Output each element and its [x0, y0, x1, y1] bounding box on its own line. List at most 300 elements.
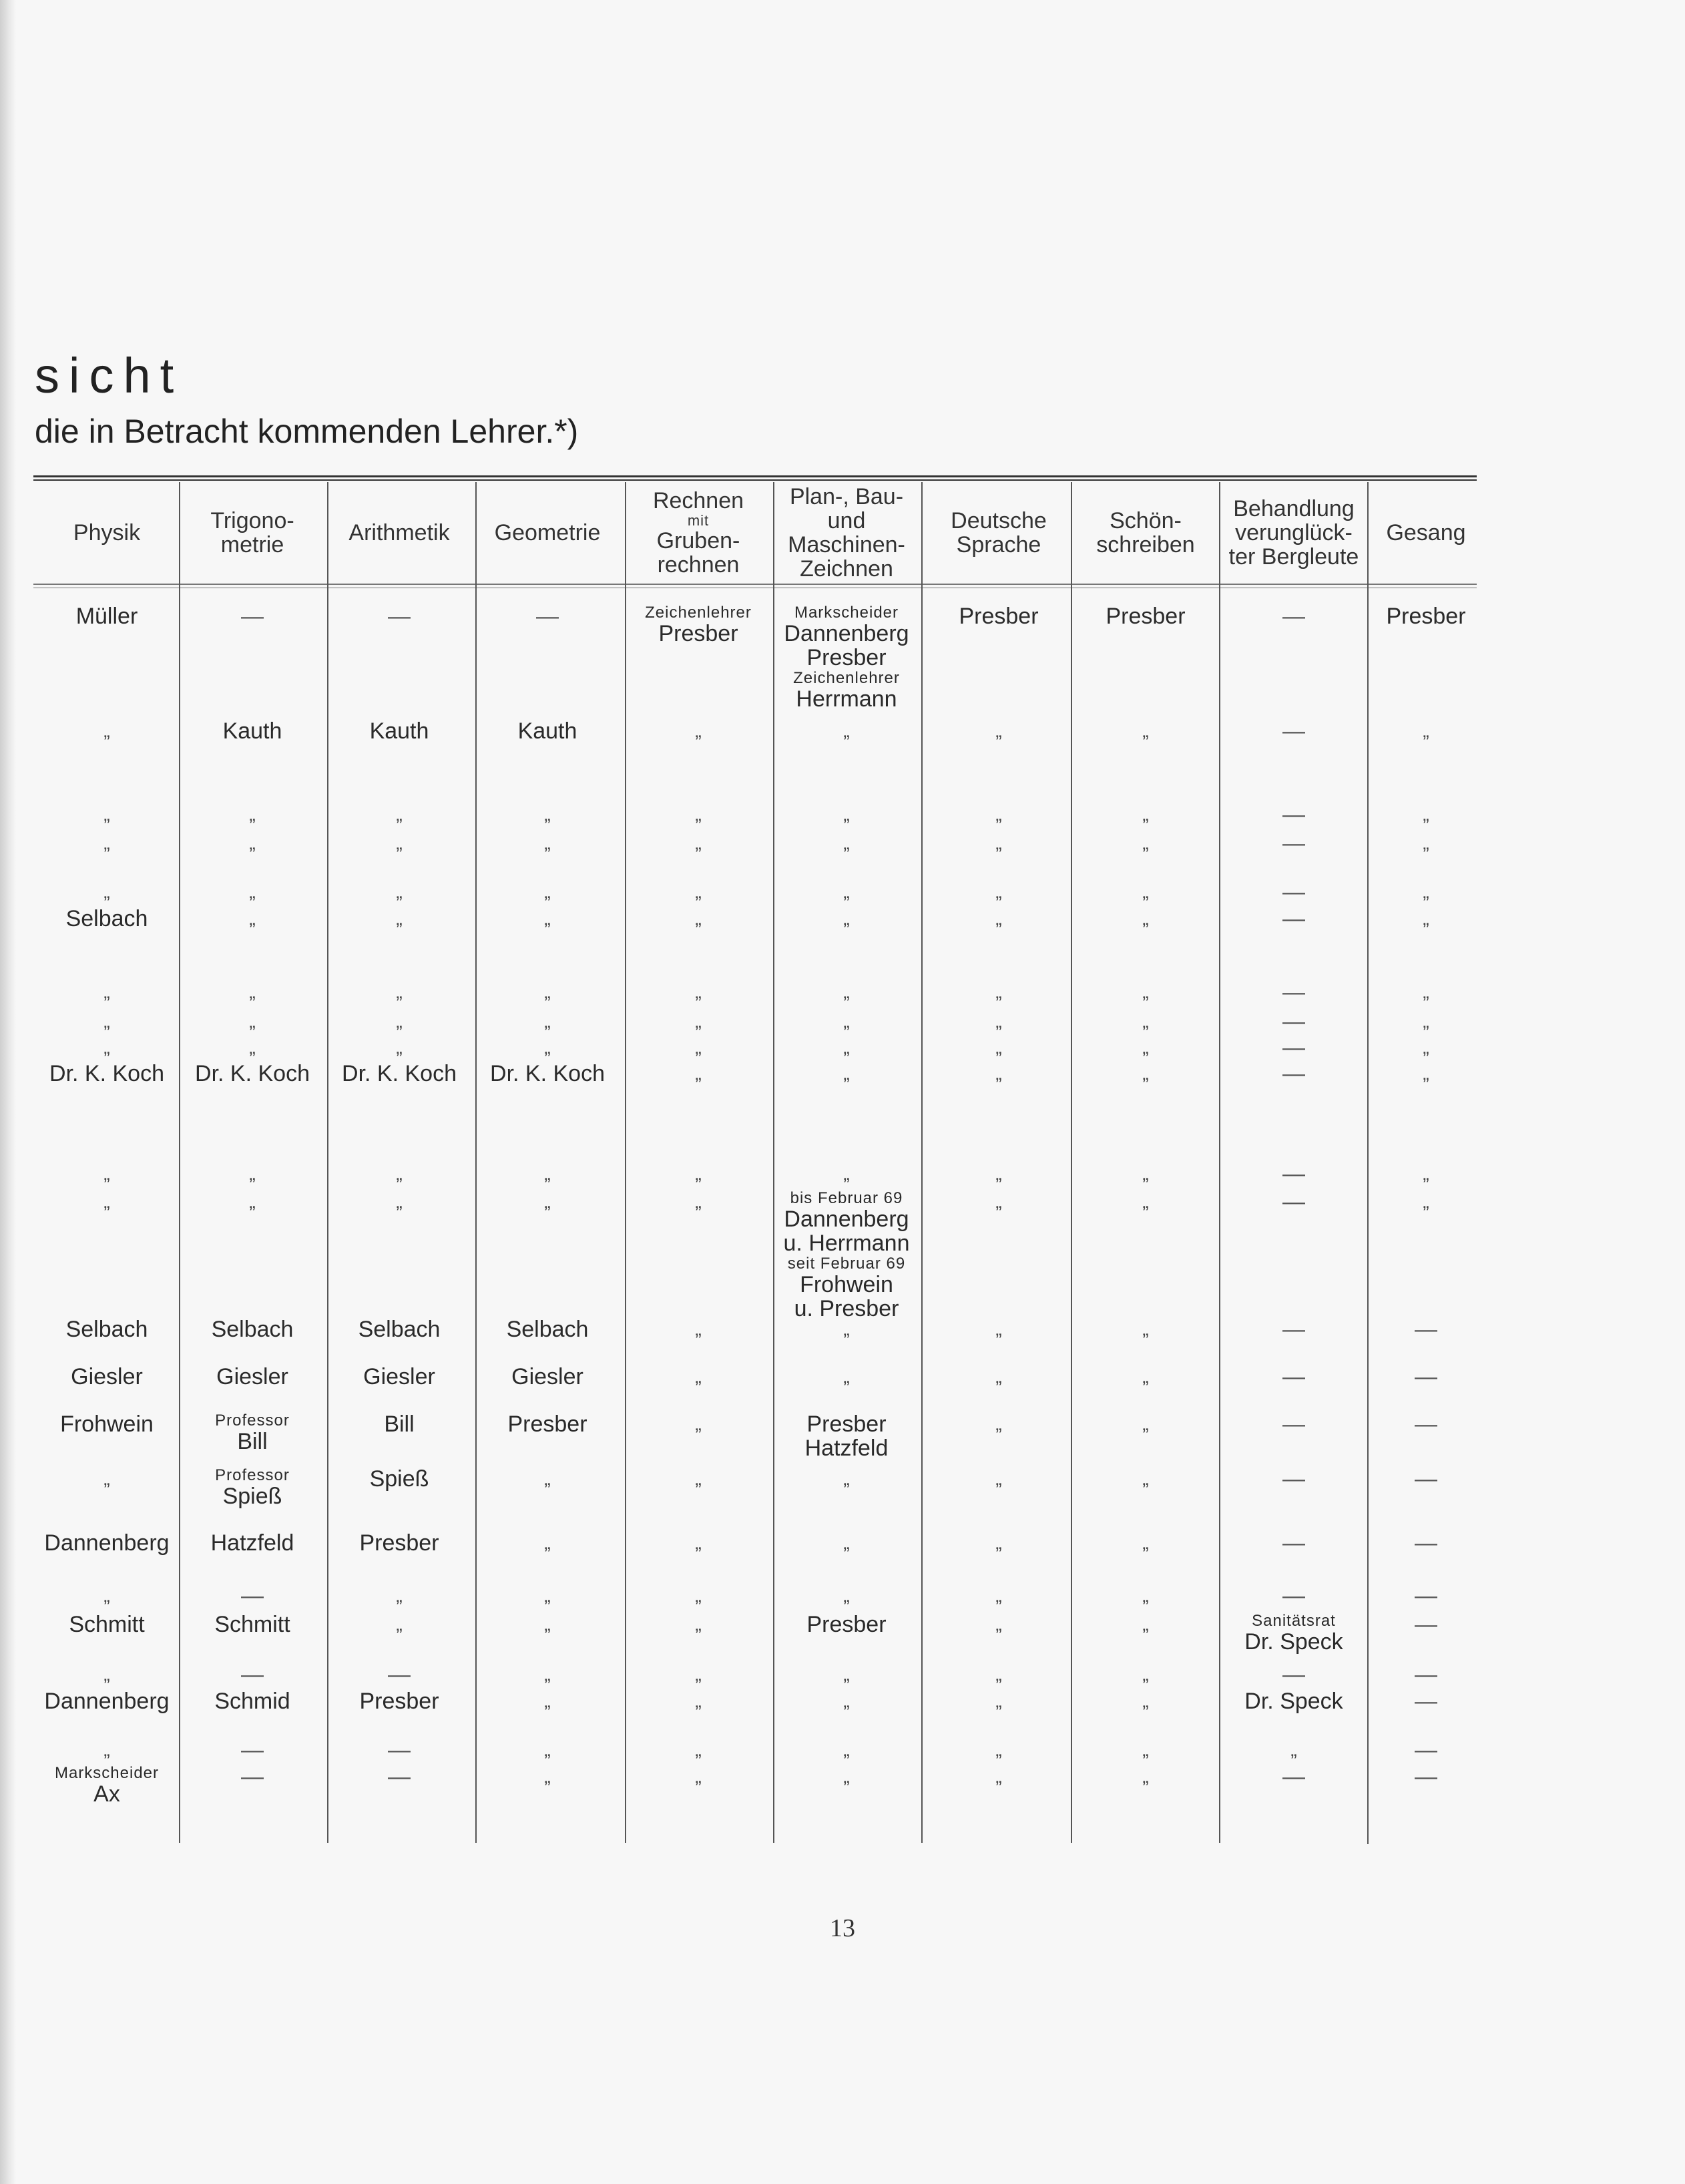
table-cell	[925, 1365, 1073, 1389]
ditto-mark: „	[103, 720, 110, 741]
ditto-mark: „	[843, 1319, 850, 1339]
ditto-mark: „	[1423, 720, 1429, 741]
table-cell	[179, 1738, 326, 1762]
table-cell	[624, 1412, 772, 1436]
header-line: Rechnen	[652, 488, 744, 513]
table-cell	[179, 719, 326, 743]
table-cell	[33, 1467, 180, 1491]
table-cell	[1220, 880, 1368, 904]
table-cell	[473, 1663, 622, 1687]
table-cell	[325, 719, 473, 743]
table-cell	[1220, 1738, 1368, 1762]
ditto-mark: „	[1142, 1163, 1149, 1184]
table-cell	[1220, 719, 1368, 743]
table-cell	[1369, 1036, 1483, 1060]
table-cell	[1220, 1612, 1368, 1654]
empty-dash: —	[1282, 1662, 1305, 1687]
ditto-mark: „	[396, 1614, 403, 1634]
ditto-mark: „	[843, 1585, 850, 1606]
ditto-mark: „	[396, 908, 403, 929]
table-cell	[473, 880, 622, 904]
table-cell	[925, 1531, 1073, 1555]
page-binding-gutter	[0, 0, 16, 2184]
table-cell	[624, 604, 772, 646]
ditto-mark: „	[249, 1163, 256, 1184]
ditto-mark: „	[1423, 1011, 1429, 1032]
empty-dash: —	[1282, 1009, 1305, 1034]
ditto-mark: „	[544, 1585, 551, 1606]
ditto-mark: „	[1142, 1614, 1149, 1634]
table-cell	[473, 719, 622, 743]
table-cell	[772, 1010, 921, 1034]
table-cell	[772, 1584, 921, 1608]
table-cell	[925, 1010, 1073, 1034]
table-cell	[1220, 1190, 1368, 1214]
table-cell	[325, 1584, 473, 1608]
ditto-mark: „	[1142, 881, 1149, 902]
table-cell	[179, 980, 326, 1004]
ditto-mark: „	[1423, 981, 1429, 1002]
ditto-mark: „	[695, 1664, 702, 1685]
table-cell	[325, 980, 473, 1004]
teacher-name: Selbach	[65, 1317, 148, 1342]
ditto-mark: „	[249, 833, 256, 853]
empty-dash: —	[1415, 1689, 1437, 1714]
table-cell	[179, 907, 326, 931]
table-cell	[772, 1036, 921, 1060]
page-number: 13	[830, 1914, 855, 1942]
ditto-mark: „	[1142, 1011, 1149, 1032]
ditto-mark: „	[1142, 1413, 1149, 1434]
table-cell	[624, 1663, 772, 1687]
table-cell	[1071, 604, 1220, 628]
empty-dash: —	[1415, 1612, 1437, 1637]
ditto-mark: „	[843, 1664, 850, 1685]
table-cell	[473, 1190, 622, 1214]
empty-dash: —	[1282, 1364, 1305, 1389]
teacher-name: u. Herrmann	[783, 1231, 910, 1256]
ditto-mark: „	[249, 881, 256, 902]
table-cell	[33, 880, 180, 904]
ditto-mark: „	[695, 981, 702, 1002]
ditto-mark: „	[103, 1191, 110, 1212]
ditto-mark: „	[544, 1691, 551, 1711]
table-cell	[925, 1663, 1073, 1687]
ditto-mark: „	[1142, 1766, 1149, 1787]
empty-dash: —	[1415, 1411, 1437, 1437]
table-cell	[925, 831, 1073, 855]
ditto-mark: „	[1142, 720, 1149, 741]
ditto-mark: „	[995, 804, 1002, 825]
header-line: Plan-, Bau-	[789, 484, 904, 509]
table-cell	[624, 1612, 772, 1636]
teacher-name: Kauth	[517, 718, 577, 744]
ditto-mark: „	[995, 1037, 1002, 1058]
teacher-name: Bill	[237, 1429, 268, 1454]
ditto-mark: „	[1142, 833, 1149, 853]
header-physik	[33, 483, 180, 582]
page-subheading: die in Betracht kommenden Lehrer.*)	[35, 413, 579, 450]
empty-dash: —	[241, 1764, 264, 1789]
ditto-mark: „	[695, 1766, 702, 1787]
table-cell	[1071, 1765, 1220, 1789]
empty-dash: —	[388, 1737, 411, 1763]
empty-dash: —	[1282, 1530, 1305, 1556]
table-cell	[1220, 980, 1368, 1004]
ditto-mark: „	[1142, 1191, 1149, 1212]
ditto-mark: „	[1423, 881, 1429, 902]
empty-dash: —	[1415, 1583, 1437, 1608]
ditto-mark: „	[1423, 1163, 1429, 1184]
ditto-mark: „	[544, 908, 551, 929]
ditto-mark: „	[995, 1585, 1002, 1606]
ditto-mark: „	[995, 1664, 1002, 1685]
ditto-mark: „	[843, 1063, 850, 1084]
header-line: Gruben-	[656, 528, 740, 554]
ditto-mark: „	[249, 804, 256, 825]
table-cell	[473, 1412, 622, 1436]
ditto-mark: „	[695, 1614, 702, 1634]
cell-label: Professor	[215, 1411, 290, 1430]
teacher-name: Selbach	[506, 1317, 589, 1342]
header-trig	[179, 483, 326, 582]
empty-dash: —	[241, 1662, 264, 1687]
header-line: Schön-	[1110, 508, 1182, 533]
table-cell	[1369, 1531, 1483, 1555]
teacher-name: Dr. K. Koch	[49, 1061, 164, 1086]
cell-label: Zeichenlehrer	[645, 604, 752, 622]
table-cell	[1369, 880, 1483, 904]
ditto-mark: „	[843, 908, 850, 929]
table-cell	[1369, 1738, 1483, 1762]
table-cell	[925, 719, 1073, 743]
cell-label: Zeichenlehrer	[793, 669, 900, 687]
teacher-name: Dr. K. Koch	[490, 1061, 605, 1086]
table-cell	[325, 1062, 473, 1086]
header-line: rechnen	[657, 552, 740, 578]
ditto-mark: „	[396, 1585, 403, 1606]
table-cell	[179, 831, 326, 855]
table-cell	[325, 1765, 473, 1789]
table-cell	[179, 1317, 326, 1341]
table-cell	[624, 1010, 772, 1034]
table-cell	[33, 1365, 180, 1389]
table-cell	[624, 719, 772, 743]
table-cell	[624, 1738, 772, 1762]
table-cell	[473, 831, 622, 855]
header-line: Geometrie	[494, 520, 601, 545]
empty-dash: —	[388, 1662, 411, 1687]
ditto-mark: „	[396, 833, 403, 853]
empty-dash: —	[1282, 879, 1305, 905]
ditto-mark: „	[1423, 833, 1429, 853]
teacher-name: Ax	[93, 1781, 120, 1807]
table-cell	[1071, 719, 1220, 743]
table-cell	[772, 1689, 921, 1713]
table-cell	[772, 1412, 921, 1460]
ditto-mark: „	[843, 1037, 850, 1058]
table-cell	[1369, 1467, 1483, 1491]
table-cell	[1071, 880, 1220, 904]
table-cell	[473, 1036, 622, 1060]
table-cell	[624, 1584, 772, 1608]
empty-dash: —	[241, 1583, 264, 1608]
ditto-mark: „	[544, 881, 551, 902]
table-cell	[473, 1365, 622, 1389]
table-cell	[179, 1010, 326, 1034]
empty-dash: —	[1282, 1411, 1305, 1437]
table-cell	[1369, 1062, 1483, 1086]
ditto-mark: „	[544, 1037, 551, 1058]
ditto-mark: „	[995, 833, 1002, 853]
table-cell	[772, 831, 921, 855]
ditto-mark: „	[1142, 908, 1149, 929]
empty-dash: —	[1282, 1317, 1305, 1342]
table-cell	[624, 1036, 772, 1060]
table-cell	[772, 719, 921, 743]
ditto-mark: „	[695, 1037, 702, 1058]
table-cell	[325, 1010, 473, 1034]
table-cell	[325, 1412, 473, 1436]
header-line: metrie	[220, 532, 284, 558]
header-arith	[325, 483, 473, 582]
ditto-mark: „	[695, 1691, 702, 1711]
teacher-name: Dr. K. Koch	[342, 1061, 457, 1086]
table-cell	[624, 880, 772, 904]
table-cell	[772, 1612, 921, 1636]
header-line: Deutsche	[951, 508, 1047, 533]
table-cell	[1220, 1162, 1368, 1186]
table-cell	[1369, 1612, 1483, 1636]
table-cell	[179, 604, 326, 628]
table-cell	[1220, 803, 1368, 827]
ditto-mark: „	[995, 720, 1002, 741]
table-cell	[925, 1317, 1073, 1341]
ditto-mark: „	[103, 1011, 110, 1032]
empty-dash: —	[1415, 1764, 1437, 1789]
ditto-mark: „	[995, 1532, 1002, 1553]
ditto-mark: „	[544, 1766, 551, 1787]
ditto-mark: „	[995, 981, 1002, 1002]
table-cell	[624, 831, 772, 855]
table-cell	[473, 604, 622, 628]
table-cell	[1071, 1467, 1220, 1491]
table-cell	[473, 1062, 622, 1086]
cell-label: Markscheider	[794, 604, 899, 622]
table-cell	[325, 1663, 473, 1687]
ditto-mark: „	[695, 1163, 702, 1184]
ditto-mark: „	[103, 1664, 110, 1685]
ditto-mark: „	[843, 1011, 850, 1032]
table-cell	[33, 1162, 180, 1186]
teacher-name: Dannenberg	[44, 1689, 170, 1714]
table-cell	[1369, 1689, 1483, 1713]
table-cell	[624, 907, 772, 931]
table-cell	[1071, 1365, 1220, 1389]
table-cell	[925, 1584, 1073, 1608]
table-cell	[1220, 1412, 1368, 1436]
table-cell	[1220, 907, 1368, 931]
empty-dash: —	[1282, 831, 1305, 856]
table-cell	[33, 803, 180, 827]
table-cell	[925, 1162, 1073, 1186]
ditto-mark: „	[103, 981, 110, 1002]
table-cell	[473, 1765, 622, 1789]
ditto-mark: „	[1142, 981, 1149, 1002]
table-cell	[473, 1738, 622, 1762]
table-cell	[33, 1689, 180, 1713]
table-cell	[925, 1467, 1073, 1491]
header-line: verunglück-	[1235, 520, 1353, 545]
ditto-mark: „	[843, 1468, 850, 1489]
table-cell	[1369, 907, 1483, 931]
table-cell	[1220, 1365, 1368, 1389]
table-cell	[325, 1162, 473, 1186]
table-cell	[925, 1689, 1073, 1713]
table-cell	[1071, 980, 1220, 1004]
table-cell	[179, 1062, 326, 1086]
table-cell	[925, 1612, 1073, 1636]
empty-dash: —	[1282, 1035, 1305, 1060]
table-cell	[1071, 831, 1220, 855]
teacher-name: u. Presber	[794, 1296, 899, 1321]
ditto-mark: „	[249, 1037, 256, 1058]
table-cell	[1369, 1663, 1483, 1687]
table-cell	[925, 1738, 1073, 1762]
table-cell	[772, 1531, 921, 1555]
table-cell	[1220, 1531, 1368, 1555]
table-cell	[925, 803, 1073, 827]
ditto-mark: „	[1142, 1468, 1149, 1489]
header-plan	[772, 483, 921, 582]
table-cell	[624, 1162, 772, 1186]
table-cell	[33, 980, 180, 1004]
teacher-name: Presber	[806, 645, 887, 670]
ditto-mark: „	[695, 720, 702, 741]
table-cell	[325, 803, 473, 827]
ditto-mark: „	[995, 1191, 1002, 1212]
header-line: ter Bergleute	[1228, 544, 1359, 570]
ditto-mark: „	[544, 1664, 551, 1685]
ditto-mark: „	[843, 981, 850, 1002]
table-cell	[1369, 1365, 1483, 1389]
table-cell	[1071, 1036, 1220, 1060]
table-cell	[1369, 1412, 1483, 1436]
ditto-mark: „	[695, 881, 702, 902]
table-cell	[624, 1365, 772, 1389]
teacher-name: Giesler	[363, 1364, 435, 1389]
table-cell	[473, 1010, 622, 1034]
teacher-name: Frohwein	[60, 1411, 154, 1437]
table-cell	[33, 907, 180, 931]
ditto-mark: „	[103, 1739, 110, 1760]
table-cell	[1220, 1036, 1368, 1060]
table-cell	[1369, 1317, 1483, 1341]
ditto-mark: „	[396, 1163, 403, 1184]
ditto-mark: „	[249, 908, 256, 929]
table-cell	[33, 1531, 180, 1555]
teacher-name: Selbach	[65, 906, 148, 931]
empty-dash: —	[1282, 604, 1305, 629]
column-divider	[921, 482, 923, 1843]
top-rule-thin	[33, 479, 1477, 481]
ditto-mark: „	[396, 881, 403, 902]
ditto-mark: „	[103, 1585, 110, 1606]
ditto-mark: „	[1142, 1063, 1149, 1084]
table-cell	[1369, 1584, 1483, 1608]
header-line: Gesang	[1386, 520, 1466, 545]
table-cell	[33, 1412, 180, 1436]
header-geom	[473, 483, 622, 582]
ditto-mark: „	[995, 1691, 1002, 1711]
table-cell	[325, 1612, 473, 1636]
table-cell	[325, 1467, 473, 1491]
header-line: Physik	[73, 520, 141, 545]
cell-label: seit Februar 69	[787, 1255, 906, 1273]
header-rule	[33, 584, 1477, 585]
empty-dash: —	[1282, 1189, 1305, 1215]
header-line: Behandlung	[1233, 496, 1355, 521]
teacher-name: Dr. K. Koch	[195, 1061, 310, 1086]
teacher-name: Spieß	[222, 1484, 282, 1509]
header-gesang	[1369, 483, 1483, 582]
teacher-name: Presber	[959, 604, 1039, 629]
table-cell	[473, 1162, 622, 1186]
teacher-name: Schmitt	[214, 1612, 290, 1637]
teacher-name: Spieß	[369, 1466, 429, 1492]
ditto-mark: „	[995, 1366, 1002, 1387]
ditto-mark: „	[695, 833, 702, 853]
empty-dash: —	[241, 1737, 264, 1763]
ditto-mark: „	[1142, 1037, 1149, 1058]
teacher-name: Presber	[359, 1689, 439, 1714]
table-cell	[33, 1738, 180, 1762]
ditto-mark: „	[1423, 1191, 1429, 1212]
ditto-mark: „	[1423, 908, 1429, 929]
empty-dash: —	[1415, 1662, 1437, 1687]
ditto-mark: „	[843, 804, 850, 825]
table-cell	[325, 1036, 473, 1060]
table-cell	[325, 831, 473, 855]
table-cell	[772, 1317, 921, 1341]
table-cell	[1071, 803, 1220, 827]
ditto-mark: „	[396, 804, 403, 825]
ditto-mark: „	[695, 1063, 702, 1084]
ditto-mark: „	[843, 1691, 850, 1711]
empty-dash: —	[1282, 979, 1305, 1005]
teacher-name: Giesler	[216, 1364, 288, 1389]
ditto-mark: „	[103, 833, 110, 853]
ditto-mark: „	[544, 1191, 551, 1212]
empty-dash: —	[1282, 1161, 1305, 1186]
table-cell	[179, 803, 326, 827]
table-cell	[179, 1531, 326, 1555]
table-cell	[1071, 907, 1220, 931]
table-cell	[179, 1467, 326, 1508]
table-cell	[1220, 1317, 1368, 1341]
ditto-mark: „	[544, 1614, 551, 1634]
table-cell	[179, 1365, 326, 1389]
table-cell	[772, 803, 921, 827]
teacher-name: Dannenberg	[44, 1530, 170, 1556]
table-cell	[179, 1162, 326, 1186]
ditto-mark: „	[544, 833, 551, 853]
table-cell	[473, 980, 622, 1004]
top-rule	[33, 475, 1477, 477]
ditto-mark: „	[544, 1468, 551, 1489]
table-cell	[1369, 719, 1483, 743]
teacher-name: Herrmann	[796, 686, 897, 712]
